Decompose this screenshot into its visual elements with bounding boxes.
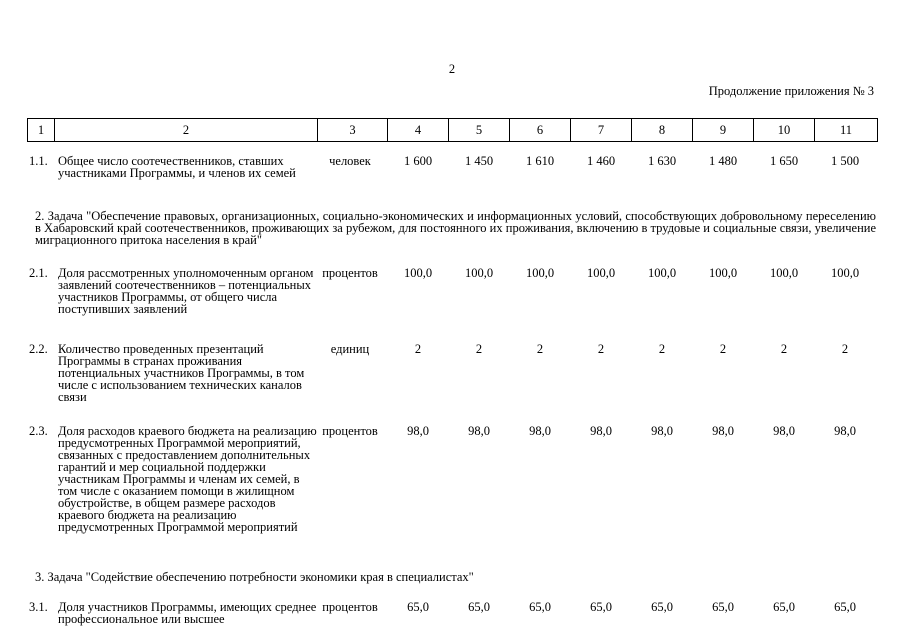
value-col-6: 98,0 — [529, 424, 551, 438]
indicator-name: Доля участников Программы, имеющих среднее профессиональное или высшее — [58, 600, 317, 626]
value-col-6: 1 610 — [525, 154, 555, 168]
value-col-4: 2 — [414, 342, 422, 356]
value-col-6: 100,0 — [525, 266, 555, 280]
value-col-5: 2 — [475, 342, 483, 356]
col-header-5: 5 — [449, 119, 510, 142]
value-col-4: 65,0 — [407, 600, 429, 614]
col-header-2: 2 — [55, 119, 318, 142]
col-header-7: 7 — [571, 119, 632, 142]
column-number-header — [27, 118, 878, 142]
value-col-8: 2 — [658, 342, 666, 356]
value-col-10: 1 650 — [769, 154, 799, 168]
indicator-unit: процентов — [322, 424, 378, 438]
indicator-unit: единиц — [330, 342, 370, 356]
indicator-unit: процентов — [322, 266, 378, 280]
indicator-name: Доля рассмотренных уполномоченным органом заявлений соотечественников – потенциальных участников Программы, от общего числа поступивших заявлений — [58, 266, 314, 316]
value-col-9: 98,0 — [712, 424, 734, 438]
value-col-5: 100,0 — [464, 266, 494, 280]
row-number: 3.1. — [29, 600, 48, 614]
row-number: 1.1. — [29, 154, 48, 168]
value-col-8: 98,0 — [651, 424, 673, 438]
col-header-9: 9 — [693, 119, 754, 142]
indicator-unit: процентов — [322, 600, 378, 614]
col-header-1: 1 — [28, 119, 55, 142]
indicator-name: Доля расходов краевого бюджета на реализацию предусмотренных Программой мероприятий, связанных с предоставлением дополнительных гарантий и мер социальной поддержки участникам Программы и членам их семей, в том числе с оказанием помощи в жилищном обустройстве, в общем размере расходов краевого бюджета на реализацию предусмотренных Программой мероприятий — [58, 424, 317, 534]
value-col-7: 1 460 — [586, 154, 616, 168]
value-col-5: 65,0 — [468, 600, 490, 614]
value-col-11: 1 500 — [830, 154, 860, 168]
value-col-7: 65,0 — [590, 600, 612, 614]
value-col-6: 2 — [536, 342, 544, 356]
col-header-3: 3 — [318, 119, 388, 142]
indicator-name: Общее число соотечественников, ставших участниками Программы, и членов их семей — [58, 154, 296, 180]
value-col-9: 65,0 — [712, 600, 734, 614]
value-col-10: 2 — [780, 342, 788, 356]
col-header-6: 6 — [510, 119, 571, 142]
value-col-10: 100,0 — [769, 266, 799, 280]
task-heading: 2. Задача "Обеспечение правовых, организационных, социально-экономических и информационных условий, способствующих добровольному переселению в Хабаровский край соотечественников, проживающих за рубежом, для постоянного их проживания, включению в трудовые и социальные связи, увеличение миграционного притока населения в край" — [35, 209, 876, 247]
col-header-10: 10 — [754, 119, 815, 142]
value-col-10: 98,0 — [773, 424, 795, 438]
value-col-4: 100,0 — [403, 266, 433, 280]
value-col-11: 100,0 — [830, 266, 860, 280]
value-col-7: 98,0 — [590, 424, 612, 438]
value-col-8: 100,0 — [647, 266, 677, 280]
value-col-8: 1 630 — [647, 154, 677, 168]
col-header-11: 11 — [815, 119, 878, 142]
value-col-8: 65,0 — [651, 600, 673, 614]
value-col-11: 2 — [841, 342, 849, 356]
col-header-8: 8 — [632, 119, 693, 142]
row-number: 2.3. — [29, 424, 48, 438]
col-header-4: 4 — [388, 119, 449, 142]
continuation-label: Продолжение приложения № 3 — [708, 84, 874, 98]
value-col-4: 98,0 — [407, 424, 429, 438]
value-col-11: 65,0 — [834, 600, 856, 614]
value-col-9: 1 480 — [708, 154, 738, 168]
value-col-7: 2 — [597, 342, 605, 356]
value-col-6: 65,0 — [529, 600, 551, 614]
page-number: 2 — [448, 62, 456, 76]
row-number: 2.1. — [29, 266, 48, 280]
value-col-5: 98,0 — [468, 424, 490, 438]
row-number: 2.2. — [29, 342, 48, 356]
value-col-9: 100,0 — [708, 266, 738, 280]
value-col-11: 98,0 — [834, 424, 856, 438]
value-col-4: 1 600 — [403, 154, 433, 168]
task-heading: 3. Задача "Содействие обеспечению потребности экономики края в специалистах" — [35, 570, 474, 584]
indicator-unit: человек — [329, 154, 371, 168]
value-col-10: 65,0 — [773, 600, 795, 614]
value-col-5: 1 450 — [464, 154, 494, 168]
value-col-7: 100,0 — [586, 266, 616, 280]
value-col-9: 2 — [719, 342, 727, 356]
indicator-name: Количество проведенных презентаций Программы в странах проживания потенциальных участников Программы, в том числе с использованием технических каналов связи — [58, 342, 305, 404]
